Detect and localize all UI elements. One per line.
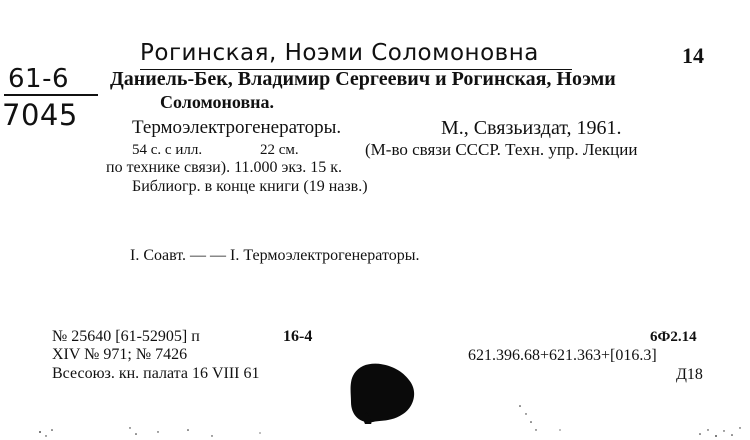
classification-mark: Д18 xyxy=(676,366,703,383)
series-statement: (М-во связи СССР. Техн. упр. Лекции xyxy=(365,140,638,159)
imprint: М., Связьиздат, 1961. xyxy=(441,117,622,139)
classification-primary: 6Ф2.14 xyxy=(650,329,697,345)
heading-authors-continued: Соломоновна. xyxy=(160,92,275,112)
tracings: I. Соавт. — — I. Термоэлектрогенераторы. xyxy=(130,247,420,264)
heading-authors: Даниель-Бек, Владимир Сергеевич и Рогинская, Ноэми xyxy=(110,68,616,90)
classification-udc: 621.396.68+621.363+[016.3] xyxy=(468,347,657,364)
handwritten-author-line: Рогинская, Ноэми Соломоновна xyxy=(140,40,539,66)
record-code: 16-4 xyxy=(283,328,313,345)
card-corner-number: 14 xyxy=(682,43,704,68)
record-chamber-date: Всесоюз. кн. палата 16 VIII 61 xyxy=(52,365,260,382)
bibliography-note: Библиогр. в конце книги (19 назв.) xyxy=(132,178,368,195)
book-title: Термоэлектрогенераторы. xyxy=(132,117,342,138)
series-continuation: по технике связи). 11.000 экз. 15 к. xyxy=(106,159,342,176)
scan-noise xyxy=(0,400,750,440)
collation-size: 22 см. xyxy=(260,142,299,158)
handwritten-shelf-mark-top: 61-6 xyxy=(8,64,70,94)
collation-pages: 54 с. с илл. xyxy=(132,142,203,158)
shelf-mark-underline xyxy=(4,94,98,96)
handwritten-shelf-mark-bottom: 7045 xyxy=(2,98,78,132)
record-registration: XIV № 971; № 7426 xyxy=(52,346,188,363)
record-number: № 25640 [61-52905] п xyxy=(52,328,200,345)
